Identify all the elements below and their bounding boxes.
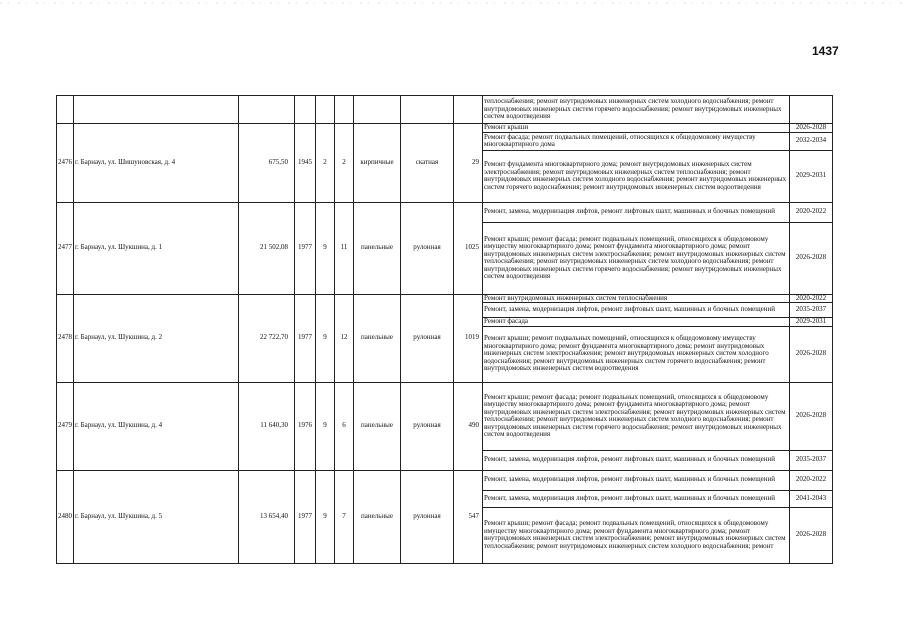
work-description-cell: Ремонт крыши; ремонт подвальных помещений, относящихся к общедомовому имуществу многоквартирного дома; ремонт фундамента многоквартирного дома; ремонт внутридомовых инженерных систем электроснабжения; ремонт внутридомовых инженерных систем холодного водоснабжения; ремонт внутридомовых инженерных систем горячего водоснабжения; ремонт внутридомовых инженерных систем водоотведения [483, 326, 790, 382]
work-description-cell: Ремонт, замена, модернизация лифтов, ремонт лифтовых шахт, машинных и блочных помещений [483, 202, 790, 222]
table-row [57, 124, 833, 133]
page-number: 1437 [812, 44, 839, 58]
residents-cell: 490 [454, 382, 483, 470]
record-number: 2479 [57, 382, 74, 470]
work-period-cell: 2032-2034 [790, 132, 833, 150]
wall-material-cell: панельные [354, 294, 401, 382]
area-cell: 21 502,08 [239, 202, 295, 294]
floors-cell: 9 [316, 382, 335, 470]
address-cell [74, 96, 239, 124]
entrances-cell: 7 [335, 470, 354, 563]
address-cell: г. Барнаул, ул. Шукшина, д. 4 [74, 382, 239, 470]
entrances-cell: 12 [335, 294, 354, 382]
residents-cell: 1019 [454, 294, 483, 382]
housing-register-table [56, 95, 833, 564]
record-number: 2477 [57, 202, 74, 294]
work-period-cell: 2026-2028 [790, 326, 833, 382]
work-period-cell: 2035-2037 [790, 450, 833, 470]
work-description-cell: Ремонт, замена, модернизация лифтов, ремонт лифтовых шахт, машинных и блочных помещений [483, 470, 790, 490]
work-period-cell: 2026-2028 [790, 222, 833, 294]
scan-edge-noise [0, 0, 904, 8]
year-cell [295, 96, 316, 124]
work-description-cell: Ремонт, замена, модернизация лифтов, ремонт лифтовых шахт, машинных и блочных помещений [483, 303, 790, 318]
table-row [57, 96, 833, 124]
roof-type-cell: рулонная [401, 382, 454, 470]
work-period-cell [790, 96, 833, 124]
floors-cell: 2 [316, 124, 335, 203]
wall-material-cell [354, 96, 401, 124]
work-period-cell: 2026-2028 [790, 507, 833, 563]
entrances-cell: 6 [335, 382, 354, 470]
residents-cell [454, 96, 483, 124]
residents-cell: 29 [454, 124, 483, 203]
area-cell: 22 722,70 [239, 294, 295, 382]
area-cell: 11 640,30 [239, 382, 295, 470]
residents-cell: 1025 [454, 202, 483, 294]
work-period-cell: 2020-2022 [790, 202, 833, 222]
wall-material-cell: панельные [354, 470, 401, 563]
table-row [57, 382, 833, 450]
roof-type-cell: рулонная [401, 294, 454, 382]
area-cell: 675,50 [239, 124, 295, 203]
table-row [57, 202, 833, 222]
work-description-cell: Ремонт, замена, модернизация лифтов, ремонт лифтовых шахт, машинных и блочных помещений [483, 450, 790, 470]
work-description-cell: Ремонт крыши; ремонт фасада; ремонт подвальных помещений, относящихся к общедомовому имуществу многоквартирного дома; ремонт фундамента многоквартирного дома; ремонт внутридомовых инженерных систем электроснабжения; ремонт внутридомовых инженерных систем теплоснабжения; ремонт внутридомовых инженерных систем холодного водоснабжения; ремонт [483, 507, 790, 563]
roof-type-cell: скатная [401, 124, 454, 203]
table-row [57, 470, 833, 490]
wall-material-cell: панельные [354, 382, 401, 470]
year-cell: 1945 [295, 124, 316, 203]
record-number: 2478 [57, 294, 74, 382]
work-description-cell: теплоснабжения; ремонт внутридомовых инженерных систем холодного водоснабжения; ремонт внутридомовых инженерных систем горячего водоснабжения; ремонт внутридомовых инженерных систем водоотведения [483, 96, 790, 124]
table-row [57, 294, 833, 303]
work-description-cell: Ремонт крыши [483, 124, 790, 133]
area-cell: 13 654,40 [239, 470, 295, 563]
work-description-cell: Ремонт фасада [483, 318, 790, 327]
year-cell: 1977 [295, 294, 316, 382]
work-description-cell: Ремонт фундамента многоквартирного дома; ремонт внутридомовых инженерных систем электроснабжения; ремонт внутридомовых инженерных систем теплоснабжения; ремонт внутридомовых инженерных систем холодного водоснабжения; ремонт внутридомовых инженерных систем горячего водоснабжения; ремонт внутридомовых инженерных систем водоотведения [483, 150, 790, 202]
roof-type-cell: рулонная [401, 470, 454, 563]
entrances-cell [335, 96, 354, 124]
work-period-cell: 2029-2031 [790, 150, 833, 202]
floors-cell [316, 96, 335, 124]
address-cell: г. Барнаул, ул. Шишуновская, д. 4 [74, 124, 239, 203]
entrances-cell: 2 [335, 124, 354, 203]
address-cell: г. Барнаул, ул. Шукшина, д. 5 [74, 470, 239, 563]
work-description-cell: Ремонт внутридомовых инженерных систем теплоснабжения [483, 294, 790, 303]
floors-cell: 9 [316, 470, 335, 563]
work-description-cell: Ремонт крыши; ремонт фасада; ремонт подвальных помещений, относящихся к общедомовому имуществу многоквартирного дома; ремонт фундамента многоквартирного дома; ремонт внутридомовых инженерных систем электроснабжения; ремонт внутридомовых инженерных систем теплоснабжения; ремонт внутридомовых инженерных систем холодного водоснабжения; ремонт внутридомовых инженерных систем горячего водоснабжения; ремонт внутридомовых инженерных систем водоотведения [483, 382, 790, 450]
work-description-cell: Ремонт, замена, модернизация лифтов, ремонт лифтовых шахт, машинных и блочных помещений [483, 490, 790, 507]
work-period-cell: 2020-2022 [790, 294, 833, 303]
roof-type-cell [401, 96, 454, 124]
work-period-cell: 2020-2022 [790, 470, 833, 490]
record-number: 2476 [57, 124, 74, 203]
wall-material-cell: кирпичные [354, 124, 401, 203]
work-description-cell: Ремонт фасада; ремонт подвальных помещений, относящихся к общедомовому имуществу многоквартирного дома [483, 132, 790, 150]
floors-cell: 9 [316, 202, 335, 294]
record-number [57, 96, 74, 124]
work-period-cell: 2035-2037 [790, 303, 833, 318]
record-number: 2480 [57, 470, 74, 563]
work-description-cell: Ремонт крыши; ремонт фасада; ремонт подвальных помещений, относящихся к общедомовому имуществу многоквартирного дома; ремонт фундамента многоквартирного дома; ремонт внутридомовых инженерных систем электроснабжения; ремонт внутридомовых инженерных систем теплоснабжения; ремонт внутридомовых инженерных систем холодного водоснабжения; ремонт внутридомовых инженерных систем горячего водоснабжения; ремонт внутридомовых инженерных систем водоотведения [483, 222, 790, 294]
address-cell: г. Барнаул, ул. Шукшина, д. 2 [74, 294, 239, 382]
residents-cell: 547 [454, 470, 483, 563]
wall-material-cell: панельные [354, 202, 401, 294]
year-cell: 1977 [295, 202, 316, 294]
work-period-cell: 2026-2028 [790, 382, 833, 450]
work-period-cell: 2026-2028 [790, 124, 833, 133]
work-period-cell: 2029-2031 [790, 318, 833, 327]
floors-cell: 9 [316, 294, 335, 382]
year-cell: 1977 [295, 470, 316, 563]
year-cell: 1976 [295, 382, 316, 470]
area-cell [239, 96, 295, 124]
work-period-cell: 2041-2043 [790, 490, 833, 507]
entrances-cell: 11 [335, 202, 354, 294]
roof-type-cell: рулонная [401, 202, 454, 294]
address-cell: г. Барнаул, ул. Шукшина, д. 1 [74, 202, 239, 294]
